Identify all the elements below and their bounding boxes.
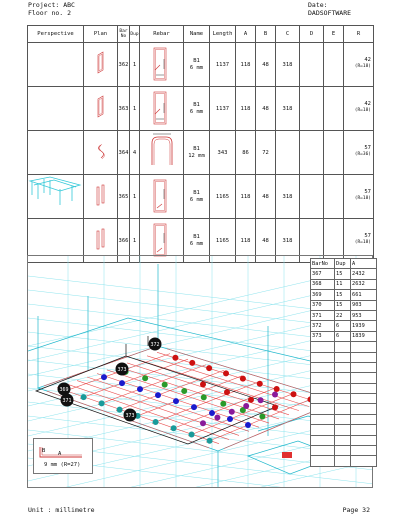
empty-cell: [311, 352, 335, 362]
col-b: B: [256, 26, 276, 43]
bar-marker-label: 369: [59, 387, 69, 393]
a-cell: 118: [236, 219, 256, 263]
bar-table-row: [311, 269, 377, 279]
perspective-cell: [28, 43, 84, 87]
c-cell: 318: [276, 87, 300, 131]
rebar-dot: [101, 374, 107, 380]
empty-cell: [335, 456, 351, 466]
plan-sketch: [84, 43, 118, 84]
empty-cell: [351, 373, 377, 383]
bar-table-row: [311, 290, 377, 300]
c-cell: 318: [276, 175, 300, 219]
d-cell: [300, 175, 324, 219]
u-bar-shape: [140, 131, 184, 172]
empty-cell: [335, 414, 351, 424]
b-cell: 48: [256, 219, 276, 263]
b-cell: 72: [256, 131, 276, 175]
rebar-dot: [209, 410, 215, 416]
col-rebar: Rebar: [140, 26, 184, 43]
rebar-dot: [243, 403, 249, 409]
empty-cell: [311, 435, 335, 445]
bar-marker-label: 373: [125, 413, 135, 419]
rebar-dot: [142, 375, 148, 381]
stirrup-shape: [140, 175, 184, 216]
empty-cell: [311, 383, 335, 393]
bar-no-cell: 363: [118, 87, 130, 131]
col-a: A: [236, 26, 256, 43]
empty-cell: [311, 446, 335, 456]
bar-no-header: BarNo: [311, 259, 335, 269]
perspective-thumbnail: [28, 175, 84, 216]
rebar-dot: [272, 404, 278, 410]
rebar-dot: [191, 404, 197, 410]
plan-cell: [84, 87, 118, 131]
bar-marker-label: 372: [150, 342, 160, 348]
bar-table-empty-row: [311, 456, 377, 466]
e-cell: [324, 175, 344, 219]
d-cell: [300, 131, 324, 175]
bar-no-cell: 364: [118, 131, 130, 175]
a-cell: 903: [351, 300, 377, 310]
empty-cell: [311, 342, 335, 352]
stirrup-shape: [140, 87, 184, 128]
date-label: Date:: [308, 1, 328, 9]
length-cell: 1137: [210, 87, 236, 131]
schedule-header-row: [28, 26, 374, 43]
b-cell: 48: [256, 87, 276, 131]
legend-a-label: A: [58, 451, 62, 457]
rebar-dot: [291, 391, 297, 397]
empty-cell: [351, 352, 377, 362]
schedule-row: [28, 131, 374, 175]
rebar-dot: [189, 360, 195, 366]
r-value: 42: [364, 57, 371, 63]
a-cell: 86: [236, 131, 256, 175]
rebar-dot: [257, 381, 263, 387]
empty-cell: [311, 404, 335, 414]
r-sub: (R=18): [354, 240, 371, 245]
c-cell: [276, 131, 300, 175]
rebar-dot: [200, 420, 206, 426]
diameter-text: 6 mm: [189, 108, 204, 115]
rebar-dot: [171, 425, 177, 431]
d-cell: [300, 87, 324, 131]
bar-table-row: [311, 300, 377, 310]
dup-cell: 1: [130, 219, 140, 263]
perspective-cell: [28, 175, 84, 219]
col-plan: Plan: [84, 26, 118, 43]
bar-table-row: [311, 310, 377, 320]
page-number: Page 32: [342, 506, 370, 514]
dup-cell: 22: [335, 310, 351, 320]
bar-marker: [61, 394, 74, 407]
bar-table-empty-row: [311, 404, 377, 414]
rebar-schedule-table: [27, 25, 374, 263]
stirrup-shape: [140, 219, 184, 260]
name-text: B1: [193, 189, 200, 196]
rebar-legend: [33, 438, 93, 474]
r-cell: [344, 175, 374, 219]
empty-cell: [311, 373, 335, 383]
col-r: R: [344, 26, 374, 43]
rebar-dot: [153, 419, 159, 425]
length-cell: 343: [210, 131, 236, 175]
name-text: B1: [193, 145, 200, 152]
perspective-cell: [28, 87, 84, 131]
bar-table-empty-row: [311, 383, 377, 393]
empty-cell: [351, 342, 377, 352]
rebar-shape-cell: [140, 175, 184, 219]
name-text: B1: [193, 57, 200, 64]
empty-cell: [311, 394, 335, 404]
diameter-text: 6 mm: [189, 64, 204, 71]
r-cell: [344, 87, 374, 131]
plan-sketch: [84, 87, 118, 128]
rebar-dot: [258, 397, 264, 403]
empty-cell: [335, 352, 351, 362]
schedule-row: [28, 175, 374, 219]
b-cell: 48: [256, 175, 276, 219]
legend-text: 9 mm (R=27): [44, 462, 81, 468]
bar-marker: [116, 363, 129, 376]
bar-table-row: [311, 321, 377, 331]
rebar-dot: [248, 397, 254, 403]
empty-cell: [311, 414, 335, 424]
rebar-dot: [117, 407, 123, 413]
a-cell: 118: [236, 43, 256, 87]
dup-cell: 11: [335, 279, 351, 289]
name-text: B1: [193, 101, 200, 108]
name-cell: [184, 43, 210, 87]
col-c: C: [276, 26, 300, 43]
diameter-text: 6 mm: [189, 240, 204, 247]
rebar-dot: [155, 392, 161, 398]
name-cell: [184, 87, 210, 131]
rebar-dot: [259, 413, 265, 419]
rebar-shape-cell: [140, 87, 184, 131]
rebar-dot: [173, 398, 179, 404]
bar-marker: [149, 338, 162, 351]
bar-table-header: [311, 259, 377, 269]
a-cell: 1839: [351, 331, 377, 341]
r-value: 57: [364, 189, 371, 195]
a-cell: 2432: [351, 269, 377, 279]
dup-cell: 1: [130, 43, 140, 87]
rebar-shape-cell: [140, 43, 184, 87]
e-cell: [324, 43, 344, 87]
rebar-dot: [206, 365, 212, 371]
col-length: Length: [210, 26, 236, 43]
name-cell: [184, 131, 210, 175]
bar-no-cell: 367: [311, 269, 335, 279]
name-cell: [184, 175, 210, 219]
diameter-text: 12 mm: [188, 152, 205, 159]
bar-table-empty-row: [311, 414, 377, 424]
rebar-dot: [201, 394, 207, 400]
empty-cell: [311, 425, 335, 435]
empty-cell: [351, 425, 377, 435]
dup-header: Dup: [335, 259, 351, 269]
dup-cell: 15: [335, 269, 351, 279]
empty-cell: [351, 446, 377, 456]
rebar-dot: [200, 381, 206, 387]
rebar-dot: [99, 400, 105, 406]
schedule-row: [28, 43, 374, 87]
empty-cell: [335, 425, 351, 435]
bar-marker-label: 373: [117, 367, 127, 373]
empty-cell: [351, 362, 377, 372]
bar-no-cell: 365: [118, 175, 130, 219]
rebar-dot: [207, 438, 213, 444]
rebar-dot: [162, 382, 168, 388]
empty-cell: [351, 394, 377, 404]
bar-marker: [124, 409, 137, 422]
bar-table-empty-row: [311, 362, 377, 372]
empty-cell: [311, 362, 335, 372]
rebar-dot: [119, 380, 125, 386]
a-cell: 661: [351, 290, 377, 300]
unit-label: Unit : millimetre: [28, 506, 95, 514]
bar-table-empty-row: [311, 425, 377, 435]
rebar-dot: [227, 416, 233, 422]
schedule-row: [28, 87, 374, 131]
a-cell: 2632: [351, 279, 377, 289]
empty-cell: [335, 435, 351, 445]
empty-cell: [351, 414, 377, 424]
r-sub: (R=18): [354, 108, 371, 113]
bar-summary-table: [310, 258, 377, 467]
empty-cell: [335, 383, 351, 393]
bar-no-cell: 362: [118, 43, 130, 87]
length-cell: 1137: [210, 43, 236, 87]
a-cell: 953: [351, 310, 377, 320]
d-cell: [300, 43, 324, 87]
rebar-dot: [245, 422, 251, 428]
empty-cell: [351, 456, 377, 466]
r-cell: [344, 131, 374, 175]
rebar-dot: [274, 386, 280, 392]
col-dup: Dup: [130, 26, 140, 43]
r-value: 57: [364, 233, 371, 239]
rebar-dot: [172, 355, 178, 361]
dup-cell: 6: [335, 321, 351, 331]
dup-cell: 1: [130, 175, 140, 219]
plan-cell: [84, 175, 118, 219]
empty-cell: [335, 404, 351, 414]
empty-cell: [335, 373, 351, 383]
diameter-text: 6 mm: [189, 196, 204, 203]
dup-cell: 6: [335, 331, 351, 341]
empty-cell: [351, 404, 377, 414]
col-e: E: [324, 26, 344, 43]
rebar-dot: [81, 394, 87, 400]
rebar-dot: [240, 376, 246, 382]
r-sub: (R=36): [354, 152, 371, 157]
col-bar-no: Bar No: [118, 26, 130, 43]
bar-table-empty-row: [311, 352, 377, 362]
r-sub: (R=18): [354, 64, 371, 69]
dup-cell: 15: [335, 300, 351, 310]
a-header: A: [351, 259, 377, 269]
bar-no-cell: 370: [311, 300, 335, 310]
bar-no-cell: 373: [311, 331, 335, 341]
e-cell: [324, 131, 344, 175]
empty-cell: [351, 435, 377, 445]
dup-cell: 4: [130, 131, 140, 175]
bar-table-row: [311, 279, 377, 289]
a-cell: 118: [236, 87, 256, 131]
plan-cell: [84, 131, 118, 175]
bar-marker-label: 371: [62, 398, 72, 404]
rebar-dot: [220, 401, 226, 407]
rebar-dot: [137, 386, 143, 392]
a-cell: 1939: [351, 321, 377, 331]
project-label: Project: ABC: [28, 1, 75, 9]
empty-cell: [351, 383, 377, 393]
plan-sketch: [84, 219, 118, 260]
bar-no-cell: 371: [311, 310, 335, 320]
c-cell: 318: [276, 43, 300, 87]
a-cell: 118: [236, 175, 256, 219]
floor-label: Floor no. 2: [28, 9, 72, 17]
company-label: DADSOFTWARE: [308, 9, 352, 17]
legend-b-label: B: [42, 448, 46, 454]
highlight-block: [282, 452, 292, 458]
rebar-dot: [229, 409, 235, 415]
r-value: 42: [364, 101, 371, 107]
bar-no-cell: 369: [311, 290, 335, 300]
stirrup-shape: [140, 43, 184, 84]
rebar-dot: [272, 391, 278, 397]
rebar-dot: [224, 389, 230, 395]
bar-no-cell: 368: [311, 279, 335, 289]
bar-table-empty-row: [311, 394, 377, 404]
b-cell: 48: [256, 43, 276, 87]
bar-no-cell: 366: [118, 219, 130, 263]
plan-sketch: [84, 131, 118, 172]
bar-marker: [58, 383, 71, 396]
rebar-dot: [189, 432, 195, 438]
empty-cell: [335, 394, 351, 404]
bar-table-empty-row: [311, 342, 377, 352]
bar-no-cell: 372: [311, 321, 335, 331]
rebar-dot: [181, 388, 187, 394]
bar-table-empty-row: [311, 373, 377, 383]
r-value: 57: [364, 145, 371, 151]
e-cell: [324, 87, 344, 131]
col-name: Name: [184, 26, 210, 43]
length-cell: 1165: [210, 175, 236, 219]
empty-cell: [311, 456, 335, 466]
bar-table-row: [311, 331, 377, 341]
dup-cell: 1: [130, 87, 140, 131]
rebar-dot: [214, 414, 220, 420]
plan-cell: [84, 43, 118, 87]
plan-sketch: [84, 175, 118, 216]
c-cell: 318: [276, 219, 300, 263]
r-cell: [344, 43, 374, 87]
bar-table-empty-row: [311, 435, 377, 445]
dup-cell: 15: [335, 290, 351, 300]
length-cell: 1165: [210, 219, 236, 263]
col-perspective: Perspective: [28, 26, 84, 43]
col-d: D: [300, 26, 324, 43]
empty-cell: [335, 446, 351, 456]
empty-cell: [335, 342, 351, 352]
rebar-shape-cell: [140, 131, 184, 175]
r-sub: (R=18): [354, 196, 371, 201]
perspective-cell: [28, 131, 84, 175]
name-text: B1: [193, 233, 200, 240]
rebar-dot: [223, 370, 229, 376]
empty-cell: [335, 362, 351, 372]
bar-table-empty-row: [311, 446, 377, 456]
